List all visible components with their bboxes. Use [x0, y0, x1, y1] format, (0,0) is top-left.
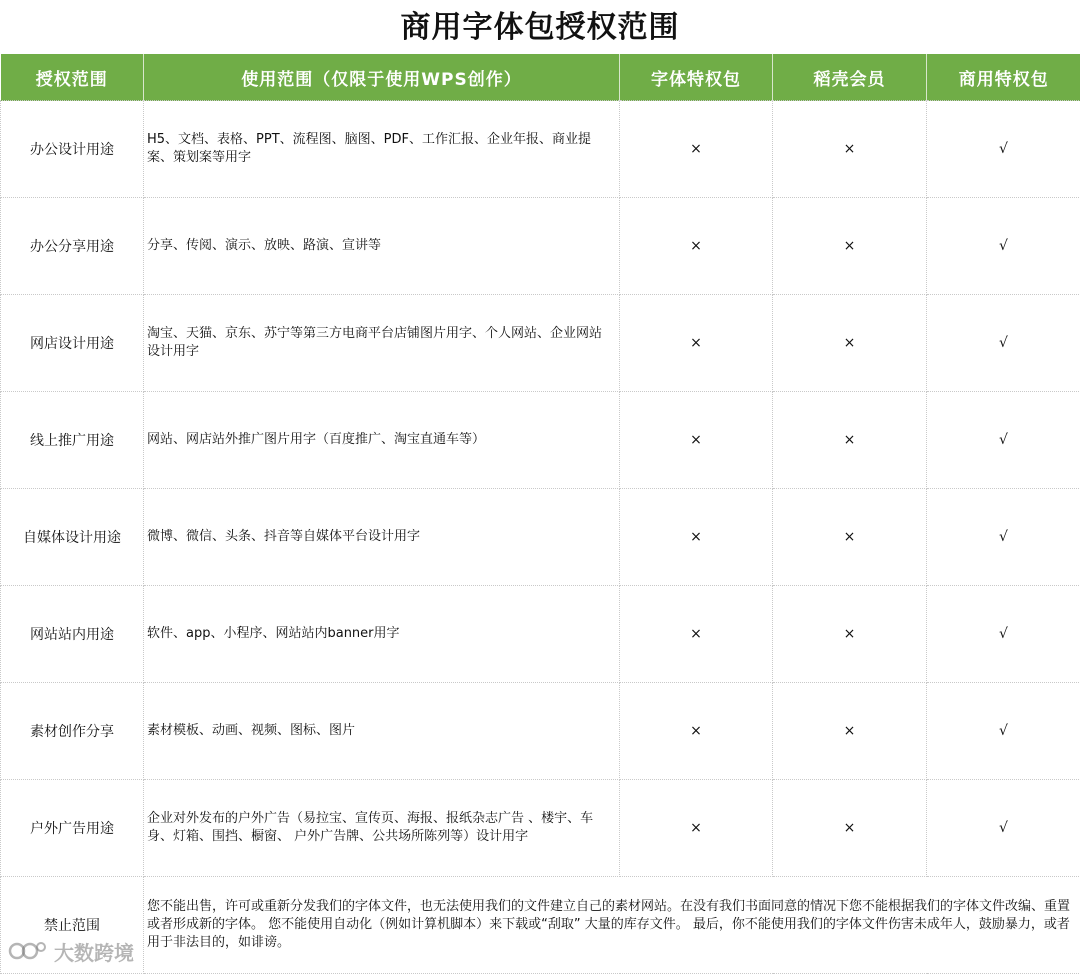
row-docer-member-mark: ×: [773, 392, 927, 489]
row-docer-member-mark: ×: [773, 780, 927, 877]
row-docer-member-mark: ×: [773, 295, 927, 392]
row-docer-member-mark: ×: [773, 489, 927, 586]
row-commercial-pack-mark: √: [927, 489, 1080, 586]
brand-logo-icon: [8, 938, 48, 964]
row-category: 线上推广用途: [1, 392, 144, 489]
forbidden-category: 禁止范围: [1, 877, 144, 974]
row-commercial-pack-mark: √: [927, 101, 1080, 198]
row-font-pack-mark: ×: [620, 586, 773, 683]
watermark: [8, 937, 134, 965]
row-usage: 网站、网店站外推广图片用字（百度推广、淘宝直通车等）: [144, 392, 620, 489]
row-category: 网站站内用途: [1, 586, 144, 683]
forbidden-text: 您不能出售，许可或重新分发我们的字体文件，也无法使用我们的文件建立自己的素材网站。在没有我们书面同意的情况下您不能根据我们的字体文件改编、重置 或者形成新的字体。 您不能使用自动化（例如计算机脚本）来下载或“刮取” 大量的库存文件。 最后，你不能使用我们的字体文件伤害未成年人，鼓励暴力，或者用于非法目的，如诽谤。: [144, 877, 1080, 974]
row-font-pack-mark: ×: [620, 198, 773, 295]
row-font-pack-mark: ×: [620, 780, 773, 877]
table-row: [1, 586, 1080, 683]
header-commercial-pack: 商用特权包: [927, 54, 1080, 101]
header-category: 授权范围: [1, 54, 144, 101]
row-docer-member-mark: ×: [773, 586, 927, 683]
row-usage: 企业对外发布的户外广告（易拉宝、宣传页、海报、报纸杂志广告 、楼宇、车身、灯箱、围挡、橱窗、 户外广告牌、公共场所陈列等）设计用字: [144, 780, 620, 877]
row-category: 办公设计用途: [1, 101, 144, 198]
table-row: [1, 683, 1080, 780]
row-category: 自媒体设计用途: [1, 489, 144, 586]
table-row: [1, 101, 1080, 198]
table-header-row: [1, 54, 1080, 101]
row-font-pack-mark: ×: [620, 101, 773, 198]
header-docer-member: 稻壳会员: [773, 54, 927, 101]
row-category: 网店设计用途: [1, 295, 144, 392]
row-docer-member-mark: ×: [773, 198, 927, 295]
table-row: [1, 780, 1080, 877]
table-row: [1, 295, 1080, 392]
row-font-pack-mark: ×: [620, 683, 773, 780]
row-commercial-pack-mark: √: [927, 295, 1080, 392]
forbidden-row: [1, 877, 1080, 974]
row-font-pack-mark: ×: [620, 489, 773, 586]
row-category: 户外广告用途: [1, 780, 144, 877]
row-commercial-pack-mark: √: [927, 586, 1080, 683]
row-font-pack-mark: ×: [620, 295, 773, 392]
row-usage: 微博、微信、头条、抖音等自媒体平台设计用字: [144, 489, 620, 586]
row-usage: 淘宝、天猫、京东、苏宁等第三方电商平台店铺图片用字、个人网站、企业网站设计用字: [144, 295, 620, 392]
row-font-pack-mark: ×: [620, 392, 773, 489]
table-row: [1, 489, 1080, 586]
row-commercial-pack-mark: √: [927, 198, 1080, 295]
watermark-text: 大数跨境: [54, 937, 134, 966]
row-commercial-pack-mark: √: [927, 683, 1080, 780]
license-table: [0, 54, 1080, 974]
header-font-pack: 字体特权包: [620, 54, 773, 101]
row-commercial-pack-mark: √: [927, 392, 1080, 489]
row-commercial-pack-mark: √: [927, 780, 1080, 877]
page-title: 商用字体包授权范围: [0, 0, 1080, 54]
header-usage: 使用范围（仅限于使用WPS创作）: [144, 54, 620, 101]
row-category: 素材创作分享: [1, 683, 144, 780]
row-docer-member-mark: ×: [773, 101, 927, 198]
table-row: [1, 198, 1080, 295]
row-category: 办公分享用途: [1, 198, 144, 295]
row-usage: 软件、app、小程序、网站站内banner用字: [144, 586, 620, 683]
row-docer-member-mark: ×: [773, 683, 927, 780]
row-usage: 分享、传阅、演示、放映、路演、宣讲等: [144, 198, 620, 295]
row-usage: 素材模板、动画、视频、图标、图片: [144, 683, 620, 780]
row-usage: H5、文档、表格、PPT、流程图、脑图、PDF、工作汇报、企业年报、商业提案、策划案等用字: [144, 101, 620, 198]
table-row: [1, 392, 1080, 489]
